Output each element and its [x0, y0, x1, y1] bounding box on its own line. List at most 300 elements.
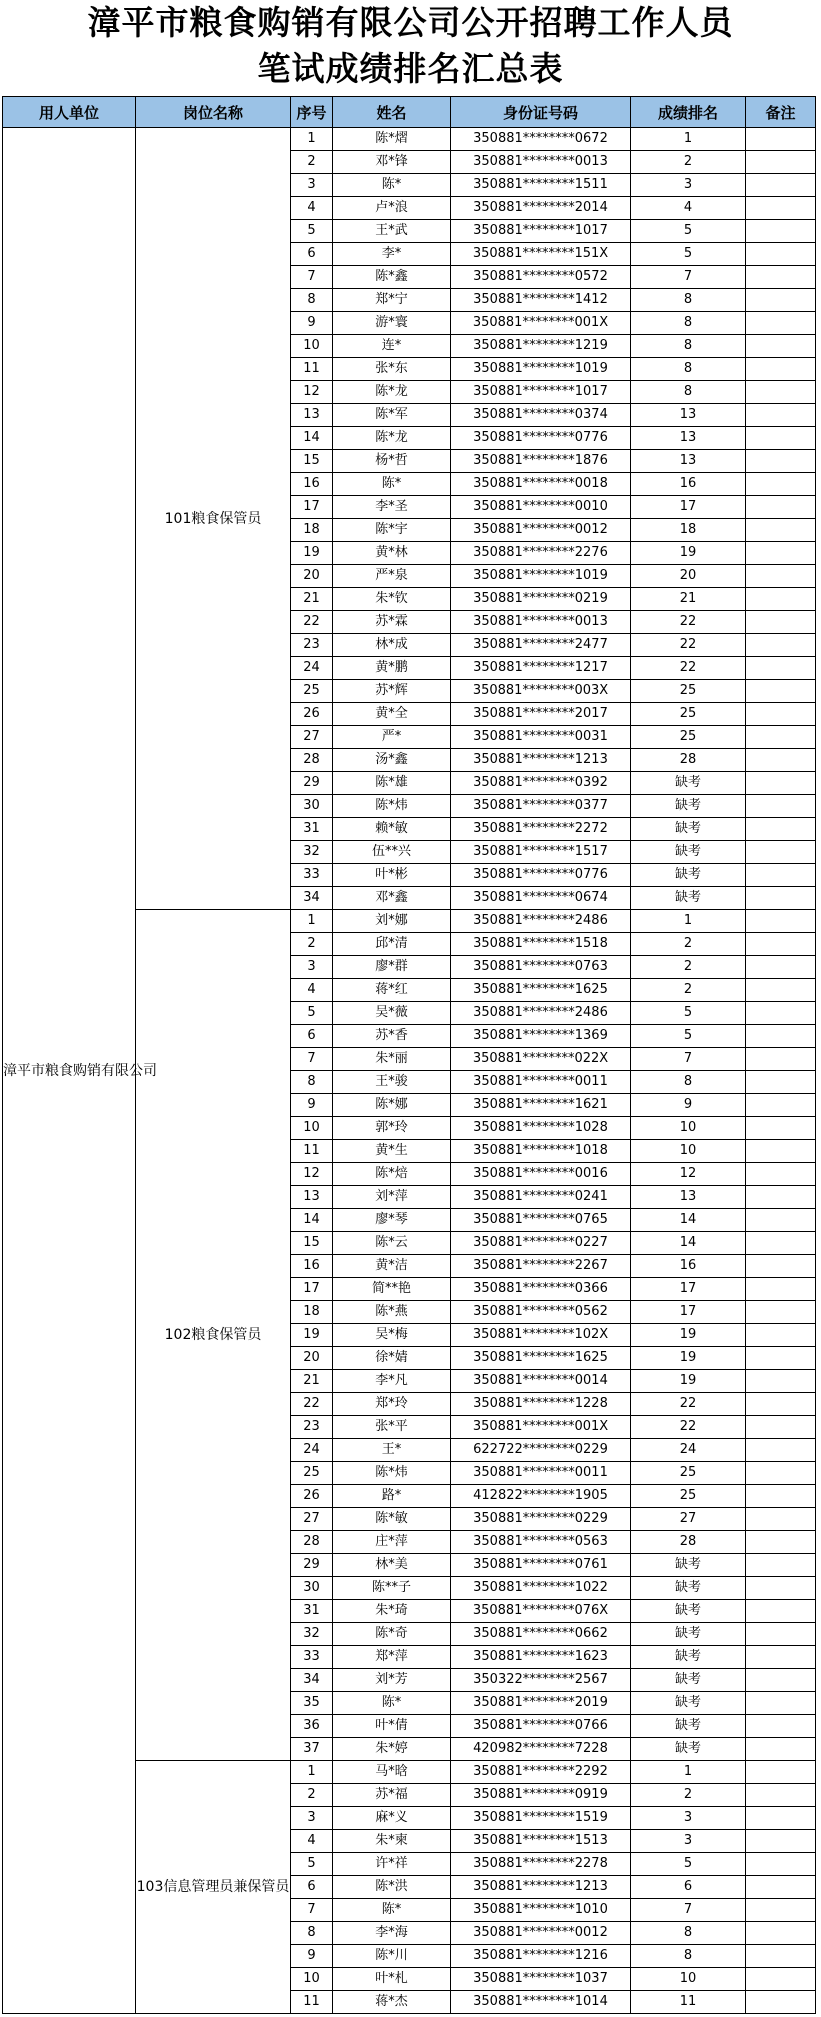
seq-cell: 4 [291, 1830, 333, 1853]
seq-cell: 10 [291, 1117, 333, 1140]
note-cell [746, 151, 816, 174]
note-cell [746, 1117, 816, 1140]
id-cell: 350881********1017 [451, 381, 631, 404]
seq-cell: 33 [291, 864, 333, 887]
id-cell: 350881********0374 [451, 404, 631, 427]
seq-cell: 11 [291, 1991, 333, 2014]
name-cell: 邓*锋 [333, 151, 451, 174]
id-cell: 350881********0392 [451, 772, 631, 795]
seq-cell: 35 [291, 1692, 333, 1715]
rank-cell: 11 [631, 1991, 746, 2014]
note-cell [746, 1945, 816, 1968]
seq-cell: 28 [291, 1531, 333, 1554]
header-unit: 用人单位 [3, 97, 136, 128]
rank-cell: 16 [631, 473, 746, 496]
rank-cell: 13 [631, 1186, 746, 1209]
name-cell: 黄*生 [333, 1140, 451, 1163]
id-cell: 350881********0014 [451, 1370, 631, 1393]
rank-cell: 缺考 [631, 1577, 746, 1600]
note-cell [746, 565, 816, 588]
note-cell [746, 1209, 816, 1232]
seq-cell: 8 [291, 1071, 333, 1094]
note-cell [746, 703, 816, 726]
id-cell: 350881********0377 [451, 795, 631, 818]
id-cell: 350881********0229 [451, 1508, 631, 1531]
seq-cell: 9 [291, 1945, 333, 1968]
name-cell: 苏*福 [333, 1784, 451, 1807]
note-cell [746, 1071, 816, 1094]
rank-cell: 14 [631, 1232, 746, 1255]
seq-cell: 7 [291, 1048, 333, 1071]
note-cell [746, 266, 816, 289]
id-cell: 350881********003X [451, 680, 631, 703]
rank-cell: 22 [631, 1393, 746, 1416]
rank-cell: 17 [631, 1278, 746, 1301]
name-cell: 路* [333, 1485, 451, 1508]
name-cell: 黄*洁 [333, 1255, 451, 1278]
note-cell [746, 1048, 816, 1071]
note-cell [746, 1876, 816, 1899]
note-cell [746, 1278, 816, 1301]
rank-cell: 25 [631, 1462, 746, 1485]
note-cell [746, 1232, 816, 1255]
name-cell: 廖*琴 [333, 1209, 451, 1232]
id-cell: 350881********2477 [451, 634, 631, 657]
rank-cell: 18 [631, 519, 746, 542]
rank-cell: 25 [631, 703, 746, 726]
name-cell: 王* [333, 1439, 451, 1462]
name-cell: 吴*梅 [333, 1324, 451, 1347]
note-cell [746, 818, 816, 841]
name-cell: 陈* [333, 1899, 451, 1922]
note-cell [746, 312, 816, 335]
name-cell: 陈*川 [333, 1945, 451, 1968]
name-cell: 李*海 [333, 1922, 451, 1945]
name-cell: 陈*军 [333, 404, 451, 427]
name-cell: 陈*熠 [333, 128, 451, 151]
name-cell: 蒋*红 [333, 979, 451, 1002]
id-cell: 350881********1369 [451, 1025, 631, 1048]
name-cell: 麻*义 [333, 1807, 451, 1830]
id-cell: 350881********0674 [451, 887, 631, 910]
header-post: 岗位名称 [136, 97, 291, 128]
seq-cell: 2 [291, 151, 333, 174]
id-cell: 350881********2017 [451, 703, 631, 726]
seq-cell: 13 [291, 404, 333, 427]
rank-cell: 8 [631, 358, 746, 381]
seq-cell: 17 [291, 1278, 333, 1301]
name-cell: 廖*群 [333, 956, 451, 979]
note-cell [746, 1347, 816, 1370]
rank-cell: 1 [631, 128, 746, 151]
name-cell: 赖*敏 [333, 818, 451, 841]
seq-cell: 13 [291, 1186, 333, 1209]
seq-cell: 15 [291, 1232, 333, 1255]
rank-cell: 10 [631, 1117, 746, 1140]
name-cell: 陈*娜 [333, 1094, 451, 1117]
rank-cell: 8 [631, 1071, 746, 1094]
note-cell [746, 588, 816, 611]
note-cell [746, 1577, 816, 1600]
rank-cell: 17 [631, 1301, 746, 1324]
name-cell: 李* [333, 243, 451, 266]
seq-cell: 31 [291, 818, 333, 841]
seq-cell: 5 [291, 1853, 333, 1876]
seq-cell: 3 [291, 174, 333, 197]
seq-cell: 7 [291, 266, 333, 289]
note-cell [746, 1416, 816, 1439]
seq-cell: 6 [291, 1025, 333, 1048]
seq-cell: 32 [291, 1623, 333, 1646]
id-cell: 350881********0241 [451, 1186, 631, 1209]
note-cell [746, 1186, 816, 1209]
name-cell: 游*寰 [333, 312, 451, 335]
name-cell: 李*凡 [333, 1370, 451, 1393]
rank-cell: 2 [631, 956, 746, 979]
name-cell: 刘*娜 [333, 910, 451, 933]
seq-cell: 14 [291, 1209, 333, 1232]
rank-cell: 缺考 [631, 1738, 746, 1761]
id-cell: 350881********1028 [451, 1117, 631, 1140]
id-cell: 350881********001X [451, 1416, 631, 1439]
id-cell: 350881********1623 [451, 1646, 631, 1669]
name-cell: 朱*柬 [333, 1830, 451, 1853]
note-cell [746, 749, 816, 772]
rank-cell: 5 [631, 1853, 746, 1876]
note-cell [746, 1025, 816, 1048]
name-cell: 蒋*杰 [333, 1991, 451, 2014]
title-line-2: 笔试成绩排名汇总表 [257, 49, 564, 88]
note-cell [746, 1370, 816, 1393]
id-cell: 350881********0011 [451, 1071, 631, 1094]
note-cell [746, 1508, 816, 1531]
id-cell: 350881********0010 [451, 496, 631, 519]
header-seq: 序号 [291, 97, 333, 128]
name-cell: 陈*宇 [333, 519, 451, 542]
seq-cell: 12 [291, 1163, 333, 1186]
note-cell [746, 1163, 816, 1186]
name-cell: 伍**兴 [333, 841, 451, 864]
rank-cell: 28 [631, 1531, 746, 1554]
id-cell: 350881********151X [451, 243, 631, 266]
name-cell: 林*美 [333, 1554, 451, 1577]
rank-cell: 8 [631, 289, 746, 312]
name-cell: 林*成 [333, 634, 451, 657]
name-cell: 陈*奇 [333, 1623, 451, 1646]
seq-cell: 30 [291, 795, 333, 818]
id-cell: 350881********1876 [451, 450, 631, 473]
note-cell [746, 128, 816, 151]
note-cell [746, 496, 816, 519]
note-cell [746, 1646, 816, 1669]
id-cell: 350881********1213 [451, 1876, 631, 1899]
header-name: 姓名 [333, 97, 451, 128]
rank-cell: 19 [631, 1347, 746, 1370]
seq-cell: 20 [291, 1347, 333, 1370]
seq-cell: 16 [291, 1255, 333, 1278]
rank-cell: 缺考 [631, 887, 746, 910]
seq-cell: 12 [291, 381, 333, 404]
name-cell: 苏*辉 [333, 680, 451, 703]
seq-cell: 2 [291, 933, 333, 956]
rank-cell: 缺考 [631, 818, 746, 841]
seq-cell: 31 [291, 1600, 333, 1623]
name-cell: 连* [333, 335, 451, 358]
note-cell [746, 1669, 816, 1692]
rank-cell: 7 [631, 1899, 746, 1922]
seq-cell: 27 [291, 1508, 333, 1531]
name-cell: 邱*清 [333, 933, 451, 956]
id-cell: 350881********0572 [451, 266, 631, 289]
note-cell [746, 1738, 816, 1761]
id-cell: 350881********1228 [451, 1393, 631, 1416]
id-cell: 350881********2272 [451, 818, 631, 841]
rank-cell: 2 [631, 979, 746, 1002]
rank-cell: 27 [631, 1508, 746, 1531]
id-cell: 350881********0761 [451, 1554, 631, 1577]
rank-cell: 8 [631, 1945, 746, 1968]
id-cell: 350881********2278 [451, 1853, 631, 1876]
note-cell [746, 864, 816, 887]
header-id: 身份证号码 [451, 97, 631, 128]
name-cell: 陈*鑫 [333, 266, 451, 289]
seq-cell: 1 [291, 910, 333, 933]
id-cell: 350881********1513 [451, 1830, 631, 1853]
note-cell [746, 979, 816, 1002]
seq-cell: 18 [291, 1301, 333, 1324]
rank-cell: 缺考 [631, 1692, 746, 1715]
id-cell: 350881********1019 [451, 358, 631, 381]
rank-cell: 24 [631, 1439, 746, 1462]
name-cell: 黄*全 [333, 703, 451, 726]
seq-cell: 19 [291, 1324, 333, 1347]
name-cell: 陈*龙 [333, 427, 451, 450]
id-cell: 350881********1014 [451, 1991, 631, 2014]
seq-cell: 37 [291, 1738, 333, 1761]
note-cell [746, 887, 816, 910]
id-cell: 350881********2486 [451, 910, 631, 933]
id-cell: 350881********2019 [451, 1692, 631, 1715]
note-cell [746, 1692, 816, 1715]
id-cell: 350881********1412 [451, 289, 631, 312]
rank-cell: 2 [631, 1784, 746, 1807]
seq-cell: 33 [291, 1646, 333, 1669]
name-cell: 汤*鑫 [333, 749, 451, 772]
note-cell [746, 220, 816, 243]
note-cell [746, 1830, 816, 1853]
rank-cell: 21 [631, 588, 746, 611]
id-cell: 622722********0229 [451, 1439, 631, 1462]
rank-cell: 19 [631, 542, 746, 565]
id-cell: 350881********1621 [451, 1094, 631, 1117]
id-cell: 350881********1022 [451, 1577, 631, 1600]
note-cell [746, 841, 816, 864]
seq-cell: 21 [291, 1370, 333, 1393]
note-cell [746, 289, 816, 312]
name-cell: 庄*萍 [333, 1531, 451, 1554]
note-cell [746, 1922, 816, 1945]
rank-cell: 16 [631, 1255, 746, 1278]
note-cell [746, 1623, 816, 1646]
note-cell [746, 1393, 816, 1416]
note-cell [746, 910, 816, 933]
rank-cell: 19 [631, 1370, 746, 1393]
seq-cell: 34 [291, 1669, 333, 1692]
id-cell: 350881********1019 [451, 565, 631, 588]
seq-cell: 36 [291, 1715, 333, 1738]
id-cell: 350881********1511 [451, 174, 631, 197]
note-cell [746, 542, 816, 565]
seq-cell: 30 [291, 1577, 333, 1600]
score-table [2, 96, 816, 2014]
id-cell: 350881********1018 [451, 1140, 631, 1163]
name-cell: 陈*云 [333, 1232, 451, 1255]
note-cell [746, 1853, 816, 1876]
rank-cell: 2 [631, 933, 746, 956]
seq-cell: 10 [291, 1968, 333, 1991]
rank-cell: 13 [631, 427, 746, 450]
name-cell: 陈*敏 [333, 1508, 451, 1531]
name-cell: 黄*鹏 [333, 657, 451, 680]
note-cell [746, 1140, 816, 1163]
note-cell [746, 1899, 816, 1922]
seq-cell: 20 [291, 565, 333, 588]
name-cell: 叶*倩 [333, 1715, 451, 1738]
note-cell [746, 243, 816, 266]
seq-cell: 18 [291, 519, 333, 542]
rank-cell: 22 [631, 611, 746, 634]
name-cell: 李*圣 [333, 496, 451, 519]
seq-cell: 25 [291, 680, 333, 703]
id-cell: 350881********0012 [451, 1922, 631, 1945]
seq-cell: 9 [291, 1094, 333, 1117]
rank-cell: 缺考 [631, 1600, 746, 1623]
note-cell [746, 1439, 816, 1462]
id-cell: 350881********1219 [451, 335, 631, 358]
name-cell: 王*武 [333, 220, 451, 243]
name-cell: 陈*龙 [333, 381, 451, 404]
seq-cell: 25 [291, 1462, 333, 1485]
seq-cell: 11 [291, 358, 333, 381]
rank-cell: 10 [631, 1140, 746, 1163]
seq-cell: 2 [291, 1784, 333, 1807]
rank-cell: 25 [631, 1485, 746, 1508]
seq-cell: 17 [291, 496, 333, 519]
note-cell [746, 450, 816, 473]
note-cell [746, 1485, 816, 1508]
note-cell [746, 473, 816, 496]
rank-cell: 10 [631, 1968, 746, 1991]
id-cell: 350881********0219 [451, 588, 631, 611]
seq-cell: 1 [291, 128, 333, 151]
header-rank: 成绩排名 [631, 97, 746, 128]
note-cell [746, 1324, 816, 1347]
rank-cell: 4 [631, 197, 746, 220]
name-cell: 郭*玲 [333, 1117, 451, 1140]
note-cell [746, 1255, 816, 1278]
id-cell: 350881********1213 [451, 749, 631, 772]
id-cell: 350881********2292 [451, 1761, 631, 1784]
table-row [3, 128, 816, 151]
id-cell: 350881********0563 [451, 1531, 631, 1554]
id-cell: 350881********076X [451, 1600, 631, 1623]
seq-cell: 16 [291, 473, 333, 496]
name-cell: 陈**子 [333, 1577, 451, 1600]
rank-cell: 22 [631, 657, 746, 680]
seq-cell: 32 [291, 841, 333, 864]
note-cell [746, 1784, 816, 1807]
rank-cell: 5 [631, 243, 746, 266]
rank-cell: 5 [631, 1002, 746, 1025]
id-cell: 350881********0227 [451, 1232, 631, 1255]
seq-cell: 9 [291, 312, 333, 335]
id-cell: 350881********1517 [451, 841, 631, 864]
name-cell: 卢*浪 [333, 197, 451, 220]
note-cell [746, 680, 816, 703]
name-cell: 郑*萍 [333, 1646, 451, 1669]
id-cell: 412822********1905 [451, 1485, 631, 1508]
id-cell: 350881********2267 [451, 1255, 631, 1278]
seq-cell: 5 [291, 220, 333, 243]
note-cell [746, 358, 816, 381]
note-cell [746, 611, 816, 634]
note-cell [746, 1600, 816, 1623]
note-cell [746, 519, 816, 542]
rank-cell: 缺考 [631, 1646, 746, 1669]
rank-cell: 7 [631, 266, 746, 289]
note-cell [746, 1531, 816, 1554]
name-cell: 朱*婷 [333, 1738, 451, 1761]
seq-cell: 24 [291, 657, 333, 680]
id-cell: 350881********1216 [451, 1945, 631, 1968]
id-cell: 350881********0011 [451, 1462, 631, 1485]
header-row [3, 97, 816, 128]
name-cell: 郑*玲 [333, 1393, 451, 1416]
name-cell: 许*祥 [333, 1853, 451, 1876]
seq-cell: 28 [291, 749, 333, 772]
seq-cell: 29 [291, 1554, 333, 1577]
name-cell: 朱*琦 [333, 1600, 451, 1623]
rank-cell: 22 [631, 1416, 746, 1439]
name-cell: 陈*雄 [333, 772, 451, 795]
seq-cell: 23 [291, 634, 333, 657]
rank-cell: 13 [631, 404, 746, 427]
note-cell [746, 1761, 816, 1784]
name-cell: 刘*萍 [333, 1186, 451, 1209]
table-body [3, 128, 816, 2014]
id-cell: 350881********0765 [451, 1209, 631, 1232]
rank-cell: 17 [631, 496, 746, 519]
rank-cell: 6 [631, 1876, 746, 1899]
note-cell [746, 1968, 816, 1991]
rank-cell: 缺考 [631, 795, 746, 818]
name-cell: 杨*哲 [333, 450, 451, 473]
rank-cell: 8 [631, 381, 746, 404]
seq-cell: 19 [291, 542, 333, 565]
name-cell: 陈* [333, 473, 451, 496]
name-cell: 陈* [333, 174, 451, 197]
rank-cell: 3 [631, 1830, 746, 1853]
name-cell: 简**艳 [333, 1278, 451, 1301]
seq-cell: 8 [291, 289, 333, 312]
name-cell: 陈*炜 [333, 1462, 451, 1485]
name-cell: 邓*鑫 [333, 887, 451, 910]
id-cell: 350881********0919 [451, 1784, 631, 1807]
rank-cell: 缺考 [631, 1554, 746, 1577]
name-cell: 叶*彬 [333, 864, 451, 887]
id-cell: 350881********0013 [451, 151, 631, 174]
name-cell: 王*骏 [333, 1071, 451, 1094]
